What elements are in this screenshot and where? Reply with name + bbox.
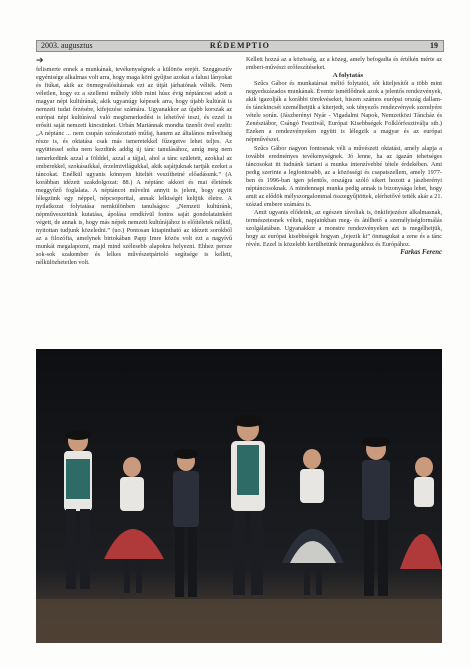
body-paragraph: Amit ugyanis elődeink, az egészen távoliak is, önkifejezésre alkalmasnak, természetesnek véltek, napjainkban meg- és átélhető a személyiségformálás szolgálatában. Ugyanakkor a monstre rendezvényeken azt is megélhetjük, hogy az európai kisebbségek hogyan „fejezik ki” önmagukat a zene és a tánc révén. Ezzel is közelebb kerülhetünk önmagunkhoz és Európához. xyxy=(246,208,442,249)
magazine-title: RÉDEMPTIO xyxy=(209,41,271,50)
photo-illustration xyxy=(36,349,442,643)
folk-dance-ensemble-photo xyxy=(36,349,442,643)
body-paragraph: Szűcs Gábor és munkatársai méltó folytatói, sőt kiteljesítői a több mint negyedszázados munkának. Évente ismétlődnek azok a jelentős rendezvények, akik igazolják a korábbi törekvéseket, hiszen számos európai ország dallam- és tánckincsét személhetjük a kiterjedt, sok tényezős rendezvények szemlyére vétele során. (Jászberényi Nyár - Vigadalmi Napok, Nemzetközi Táncház és Zenésztábor, Csángó Fesztivál, Európai Kisebbségek Folklórfesztiválja stb.) Ezeken a rendezvényeken együtt is lélegzik a magyar és az európai népművészet. xyxy=(246,80,442,144)
page-header xyxy=(36,40,444,52)
issue-date: 2003. augusztus xyxy=(41,41,93,50)
author-signature: Farkas Ferenc xyxy=(400,249,442,257)
body-paragraph: felismerte ennek a munkának, tevékenységnek a különös erejét. Szeggesztív egyénisége alkalmas volt arra, hogy maga köré gyűjtse azokat a falusi lányokat és fiúkat, akik az önmegvalósításnak ezt az útját járhatónak vélték. Nem véletlen, hogy ez a szellemi műhely több mint húsz évig néptáncost adott a magyar népi kultúrának, akik ugyanúgy képesek arra, hogy újabb kultúrát is nemzeti tudat őrzésére, kifejezése számára. Ugyanakkor az újabb korszak az európai népi kultúrával való megismerkedést is lehetővé teszi, és ezzel is erősíti saját nemzeti kincsünket. Urbán Mariánnak mondta üzenőt övel ezeltt: „A néptánc ... nem csupán szórakoztató műfaj, hanem az általános műveltség része is, és oktatása csak más ismeretekkel fűzegetve lehet teljes. Az együttessel soha nem kezdünk addig új tánc tanulásához, amíg meg nem ismerkedünk azzal a földdel, azzal a tájjal, ahol a tánc született, azokkal az emberekkel, szokásaikkal, érzelmivilágukkal, akik sajátjuknak tartják ezeket a táncokat. Enélkül ugyanis könnyen hiteltét veszíthetné előadásunk.” (A korábban idézett szakdolgozat: 88.) A néptánc akkori és mai életének meggyőző foglalata. A néptáncot művelni annyit is jelent, hogy egyitt lélegzünk egy néppel, népcsoporttal, annak lelkiségét keltjük életre. A nyilatkozat folytatása nemkülönben tanulságos: „Nemzeti kultúránk, népműveszetünk kutatása, ápolása rendkívül fontos saját gondolatainkért végett, de annak is, hogy más népek nemzeti kultúrájához is előítéletek nélkül, nyitottan tudjunk közeledni.” (uo.) Pontosan kitapintható az idézett sorokból az a filozófia, amelynek birtokában Papp Imre közös volt ezt a nagyívű munkát megalapozni, majd mind szélesebb alapokra helyezni. Ehhez persze sok-sok szakember és lelkes művészetpártoló segítsége is kellett, nélkülözhetetlen volt. xyxy=(36,66,232,267)
intro-paragraph: Kellett hozzá az a közösség, az a közeg, amely befogadta és értékén mérte az emberi-művészi erőfeszítéseket. xyxy=(246,56,442,72)
body-paragraph: Szűcs Gábor nagyon fontosnak véli a művészeti oktatást, amely alapja a további eredményes tevékenységnek. Jó lenne, ha az igazán tehetséges táncosokat itt tudnánk tartani a munka intenzívebbé tétele érdekében. Ami pedig szerinte a legfontosabb, az a közösségi és csapatszellem, amely 1977-ben és 1996-ban igen jelentős, országra szóló sikert hozott a jászberényi néptáncosoknak. A mindennapi munka pedig annak is bizonysága lehet, hogy amit az elődök mélyszorgalommal összegyűjtöttek, elérhetővé tették akár a 21. század embere számára is. xyxy=(246,144,442,208)
section-title: A folytatás xyxy=(332,72,364,80)
right-arrow-icon: ➔ xyxy=(36,56,44,66)
page-number: 19 xyxy=(430,41,438,50)
left-text-column xyxy=(36,56,232,267)
right-text-column xyxy=(246,56,442,257)
